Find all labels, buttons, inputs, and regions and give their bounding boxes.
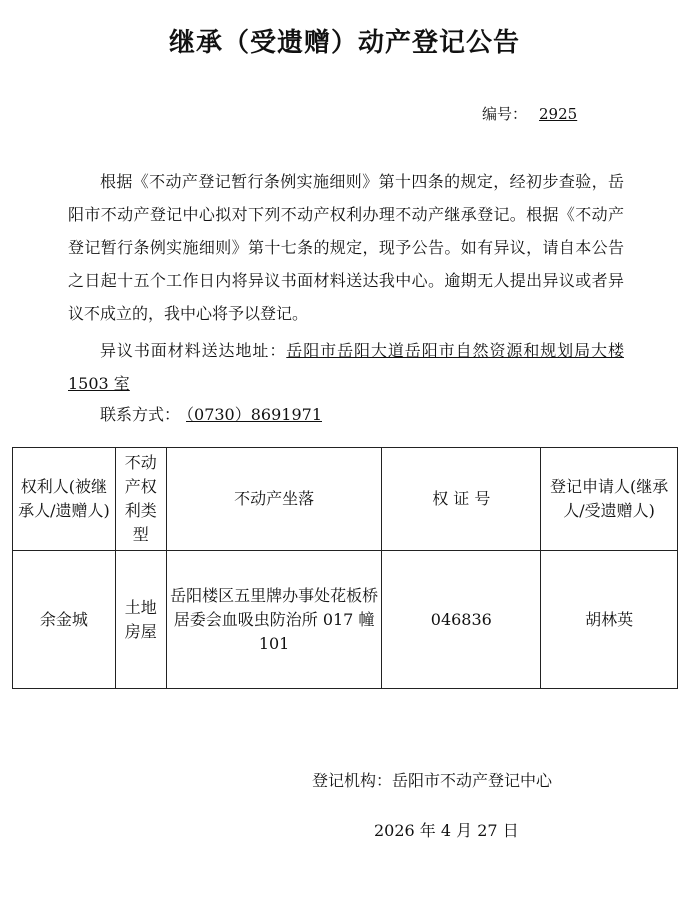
document-number — [482, 103, 577, 124]
table-header-row — [13, 448, 678, 551]
cell-holder: 余金城 — [13, 551, 116, 689]
registration-authority: 登记机构：岳阳市不动产登记中心 — [312, 771, 553, 790]
document-number-value: 2925 — [539, 105, 578, 123]
header-right-type: 不动产权利类型 — [115, 448, 166, 551]
header-location: 不动产坐落 — [166, 448, 382, 551]
announcement-date: 2026 年 4 月 27 日 — [374, 821, 519, 840]
page-title: 继承（受遗赠）动产登记公告 — [168, 28, 520, 58]
objection-address-line — [68, 334, 624, 400]
contact-label: 联系方式： — [100, 405, 181, 424]
header-cert-no: 权 证 号 — [382, 448, 541, 551]
cell-applicant: 胡林英 — [541, 551, 678, 689]
objection-address-label: 异议书面材料送达地址： — [100, 341, 287, 360]
objection-address-value: 岳阳市岳阳大道岳阳市自然资源和规划局大楼 1503 室 — [68, 341, 624, 393]
cell-location: 岳阳楼区五里牌办事处花板桥居委会血吸虫防治所 017 幢 101 — [166, 551, 382, 689]
contact-phone: （0730）8691971 — [186, 405, 322, 424]
header-applicant: 登记申请人(继承人/受遗赠人) — [541, 448, 678, 551]
cell-right-type: 土地房屋 — [115, 551, 166, 689]
announcement-paragraph: 根据《不动产登记暂行条例实施细则》第十四条的规定，经初步查验，岳阳市不动产登记中心拟对下列不动产权利办理不动产继承登记。根据《不动产登记暂行条例实施细则》第十七条的规定，现予公告。如有异议，请自本公告之日起十五个工作日内将异议书面材料送达我中心。逾期无人提出异议或者异议不成立的，我中心将予以登记。 — [68, 172, 624, 323]
registration-table — [12, 447, 678, 689]
contact-line — [100, 398, 344, 431]
table-row — [13, 551, 678, 689]
header-holder: 权利人(被继承人/遗赠人) — [13, 448, 116, 551]
cell-cert-no: 046836 — [382, 551, 541, 689]
document-number-label: 编号： — [482, 105, 528, 123]
